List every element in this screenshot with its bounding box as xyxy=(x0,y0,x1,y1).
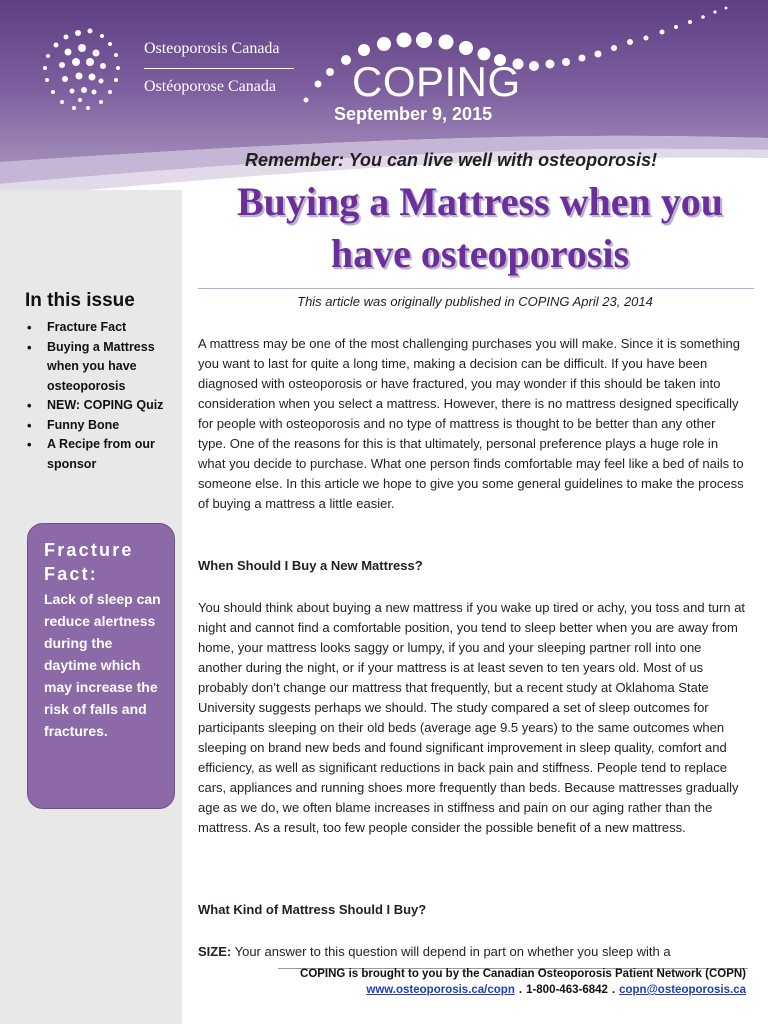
article-paragraph-when-to-buy: You should think about buying a new mattress if you wake up tired or achy, you toss and turn at night and cannot find a comfortable position, you tend to sleep better when you are away from home, your mattress looks saggy or lumpy, if you and your sleeping partner roll into one another during the night, or if your mattress is at least seven to ten years old. Most of us probably don’t change our mattress that frequently, but a recent study at Oklahoma State University suggests perhaps we should. The study compared a set of sleep outcomes for participants sleeping on their old beds (average age 9.5 years) to the same outcomes when sleeping on brand new beds and found significant improvement in sleep quality, comfort and efficiency, as well as significant reductions in back pain and stiffness. People tend to replace cars, appliances and running shoes more frequently than beds. Because mattresses gradually age as we do, we often blame increases in stiffness and pain on our aging rather than the mattress. As a result, too few people consider the possible benefit of a new mattress. xyxy=(198,600,746,835)
footer-website-link[interactable]: www.osteoporosis.ca/copn xyxy=(366,984,515,996)
article-byline: This article was originally published in COPING April 23, 2014 xyxy=(297,294,653,309)
section-heading-what-kind: What Kind of Mattress Should I Buy? xyxy=(198,902,427,917)
article-title: Buying a Mattress when you have osteoporosis xyxy=(237,179,723,276)
footer-separator: . xyxy=(611,984,616,996)
toc-heading: In this issue xyxy=(25,290,135,311)
size-paragraph-text: Your answer to this question will depend in part on whether you sleep with a xyxy=(231,944,671,959)
toc-item-fracture-fact: • Fracture Fact xyxy=(26,318,176,338)
toc-item-recipe: • A Recipe from our sponsor xyxy=(26,435,176,474)
fracture-fact-box xyxy=(27,523,175,809)
section-heading-when-to-buy: When Should I Buy a New Mattress? xyxy=(198,558,423,573)
toc-list xyxy=(26,318,176,474)
article-paragraph-size xyxy=(198,942,746,962)
footer-phone: 1-800-463-6842 xyxy=(526,984,608,996)
title-divider xyxy=(198,288,754,289)
tagline: Remember: You can live well with osteoporosis! xyxy=(245,150,658,170)
footer-separator: . xyxy=(518,984,523,996)
org-name-french: Ostéoporose Canada xyxy=(144,78,276,95)
newsletter-title: COPING xyxy=(352,58,521,105)
footer-credit: COPING is brought to you by the Canadian Osteoporosis Patient Network (COPN) xyxy=(300,968,746,980)
toc-item-buying-mattress: • Buying a Mattress when you have osteoporosis xyxy=(26,338,176,397)
org-name-english: Osteoporosis Canada xyxy=(144,40,280,57)
footer-email-link[interactable]: copn@osteoporosis.ca xyxy=(619,984,746,996)
fracture-fact-body: Lack of sleep can reduce alertness during the daytime which may increase the risk of falls and fractures. xyxy=(44,591,161,739)
toc-item-coping-quiz: • NEW: COPING Quiz xyxy=(26,396,176,416)
fracture-fact-title: Fracture Fact: xyxy=(44,540,134,584)
article-paragraph-intro: A mattress may be one of the most challenging purchases you will make. Since it is something you want to last for quite a long time, making a decision can be difficult. If you have been diagnosed with osteoporosis or have fractured, you may wonder if this should be taken into consideration when you select a mattress. However, there is no mattress designed specifically for people with osteoporosis and no type of mattress is thought to be better than any other type. One of the reasons for this is that ultimately, personal preference plays a huge role in what you decide to purchase. What one person finds comfortable may feel like a bed of nails to someone else. In this article we hope to give you some general guidelines to make the process of buying a mattress a little easier. xyxy=(198,336,744,511)
size-label: SIZE: xyxy=(198,944,232,959)
issue-date: September 9, 2015 xyxy=(334,104,493,124)
toc-item-funny-bone: • Funny Bone xyxy=(26,416,176,436)
org-name-divider xyxy=(144,68,294,69)
footer-contact xyxy=(270,984,746,996)
